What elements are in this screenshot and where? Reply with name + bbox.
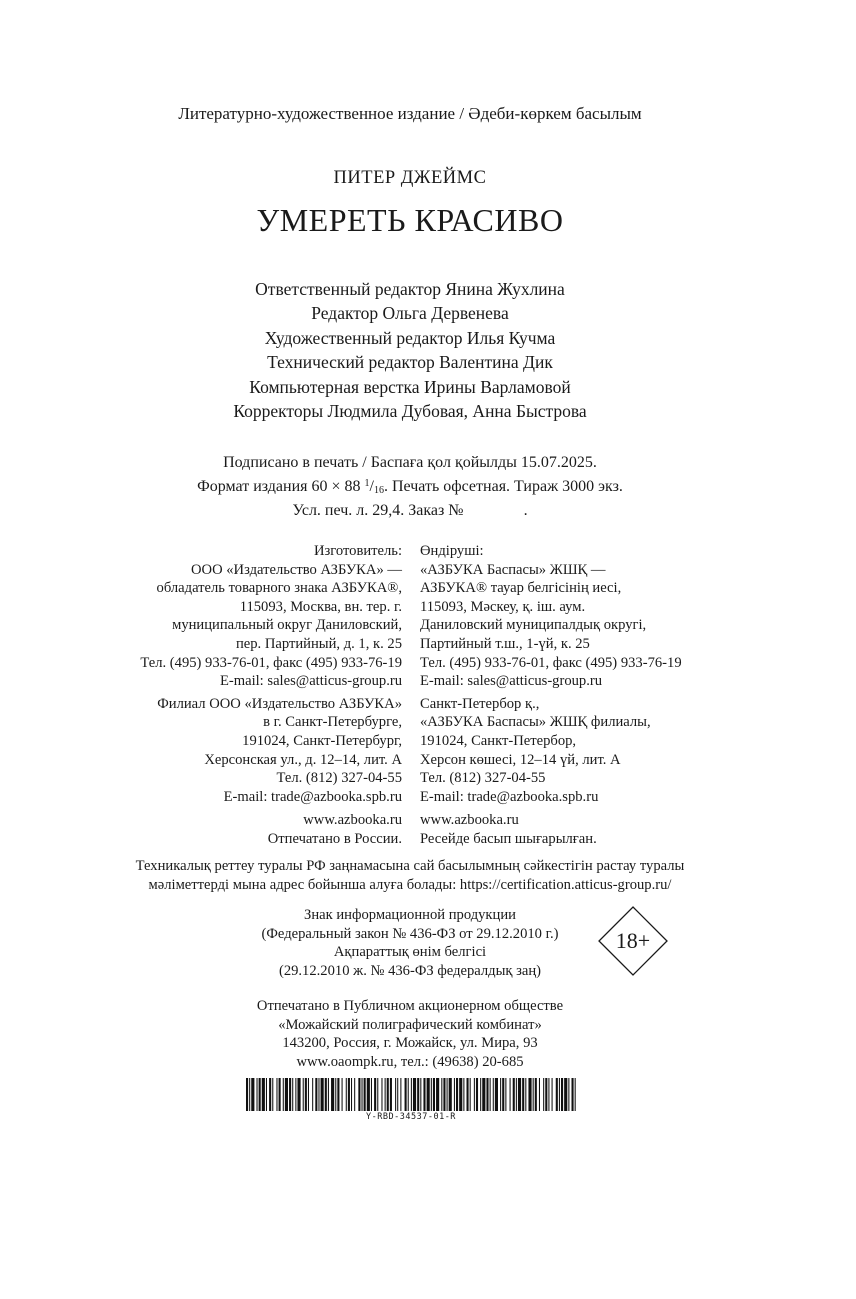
credits-block	[0, 277, 820, 423]
manufacturer-line: Тел. (495) 933-76-01, факс (495) 933-76-19	[140, 654, 402, 671]
credit-line: Редактор Ольга Дервенева	[311, 303, 509, 324]
manufacturer-line: 115093, Мәскеу, қ. іш. аум.	[420, 598, 586, 615]
info-mark-line: (Федеральный закон № 436-ФЗ от 29.12.2010 г.)	[261, 925, 559, 942]
printer-line: 143200, Россия, г. Можайск, ул. Мира, 93	[282, 1035, 538, 1052]
manufacturer-line: АЗБУКА® тауар белгісінің иесі,	[420, 580, 622, 597]
age-rating-badge	[598, 906, 668, 976]
printer-line: «Можайский полиграфический комбинат»	[278, 1016, 542, 1033]
barcode-label: Y-RBD-34537-01-R	[366, 1112, 456, 1122]
branch-line: Тел. (812) 327-04-55	[276, 770, 402, 787]
printed-in-line: Отпечатано в России.	[267, 830, 402, 847]
branch-line: Тел. (812) 327-04-55	[420, 770, 546, 787]
branch-line: E-mail: trade@azbooka.spb.ru	[420, 788, 599, 805]
manufacturer-line: Партийный т.ш., 1-үй, к. 25	[420, 635, 590, 652]
info-product-mark	[220, 906, 600, 980]
branch-line: в г. Санкт-Петербурге,	[263, 714, 402, 731]
branch-line: Филиал ООО «Издательство АЗБУКА»	[157, 695, 402, 712]
manufacturer-line: Изготовитель:	[313, 543, 402, 559]
age-rating-text: 18+	[615, 928, 651, 953]
credit-line: Ответственный редактор Янина Жухлина	[255, 279, 565, 299]
branch-line: 191024, Санкт-Петербург,	[242, 732, 402, 749]
printer-line: www.oaompk.ru, тел.: (49638) 20-685	[296, 1053, 524, 1070]
manufacturer-line: Даниловский муниципалдық округі,	[420, 617, 647, 634]
branch-line: Санкт-Петербор қ.,	[420, 695, 540, 712]
info-mark-line: Ақпараттық өнім белгісі	[333, 944, 487, 960]
printed-in-line: Ресейде басып шығарылған.	[420, 830, 597, 847]
manufacturer-line: Тел. (495) 933-76-01, факс (495) 933-76-19	[420, 654, 682, 671]
manufacturer-line: пер. Партийный, д. 1, к. 25	[235, 635, 402, 652]
manufacturer-line: 115093, Москва, вн. тер. г.	[239, 598, 402, 615]
credit-line: Корректоры Людмила Дубовая, Анна Быстрова	[233, 401, 587, 422]
print-info	[0, 453, 820, 522]
credit-line: Технический редактор Валентина Дик	[267, 352, 553, 373]
printer-line: Отпечатано в Публичном акционерном обществе	[256, 998, 564, 1014]
website-line: www.azbooka.ru	[420, 812, 519, 829]
printer-info	[0, 997, 820, 1071]
certification-note	[0, 857, 820, 895]
manufacturer-line: муниципальный округ Даниловский,	[172, 617, 402, 634]
info-mark-line: (29.12.2010 ж. № 436-ФЗ федералдық заң)	[278, 962, 542, 979]
website-line: www.azbooka.ru	[303, 812, 402, 829]
print-date-line: Подписано в печать / Баспаға қол қойылды 15.07.2025.	[223, 454, 597, 471]
author-name: ПИТЕР ДЖЕЙМС	[333, 168, 487, 188]
manufacturer-line: Өндіруші:	[420, 543, 484, 559]
manufacturer-line: ООО «Издательство АЗБУКА» —	[190, 561, 402, 578]
order-line: Усл. печ. л. 29,4. Заказ № .	[292, 502, 528, 519]
book-title: УМЕРЕТЬ КРАСИВО	[256, 202, 564, 238]
branch-line: «АЗБУКА Баспасы» ЖШҚ филиалы,	[420, 714, 651, 731]
manufacturer-line: E-mail: sales@atticus-group.ru	[420, 673, 603, 690]
branch-line: E-mail: trade@azbooka.spb.ru	[223, 788, 402, 805]
branch-line: 191024, Санкт-Петербор,	[420, 732, 577, 749]
info-mark-line: Знак информационной продукции	[304, 907, 516, 923]
publisher-info-ru	[140, 542, 402, 849]
branch-line: Херсон көшесі, 12–14 үй, лит. А	[420, 751, 621, 768]
certification-line: Техникалық реттеу туралы РФ заңнамасына сай басылымның сәйкестігін растау туралы	[135, 858, 685, 874]
manufacturer-line: «АЗБУКА Баспасы» ЖШҚ —	[420, 561, 606, 578]
format-line: Формат издания 60 × 88 $^1/_{16}$. Печать офсетная. Тираж 3000 экз.	[197, 477, 623, 496]
publisher-info-kz	[420, 542, 682, 849]
barcode-icon	[246, 1078, 576, 1111]
manufacturer-line: E-mail: sales@atticus-group.ru	[219, 673, 402, 690]
genre-line: Литературно-художественное издание / Әдеби-көркем басылым	[178, 104, 642, 123]
credit-line: Художественный редактор Илья Кучма	[264, 327, 556, 348]
certification-line: мәліметтерді мына адрес бойынша алуға болады: https://certification.atticus-group.ru/	[148, 877, 672, 893]
credit-line: Компьютерная верстка Ирины Варламовой	[249, 376, 571, 397]
branch-line: Херсонская ул., д. 12–14, лит. А	[204, 751, 402, 768]
manufacturer-line: обладатель товарного знака АЗБУКА®,	[156, 580, 402, 597]
